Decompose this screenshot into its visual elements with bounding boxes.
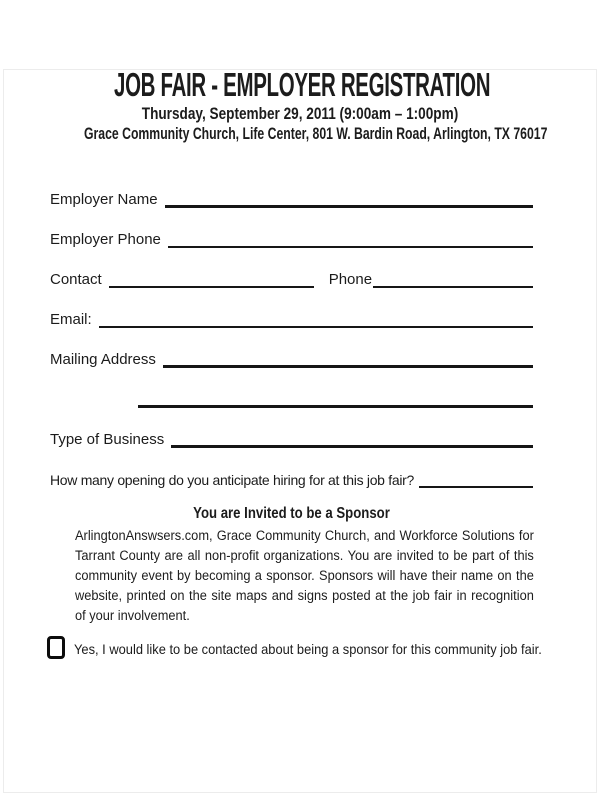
contact-phone-row [50, 264, 533, 288]
employer-phone-label: Employer Phone [50, 231, 161, 248]
mailing-address-continuation-row [50, 384, 533, 408]
contact-label: Contact [50, 271, 102, 288]
sponsor-checkbox[interactable] [47, 636, 65, 659]
registration-form [50, 184, 533, 488]
contact-phone-blank[interactable] [373, 266, 533, 288]
contact-phone-label: Phone [328, 271, 373, 288]
mailing-address-row [50, 344, 533, 368]
type-of-business-row [50, 424, 533, 448]
sponsor-heading: You are Invited to be a Sponsor [193, 505, 390, 522]
email-blank[interactable] [99, 306, 533, 328]
openings-question-row [50, 464, 533, 488]
employer-name-label: Employer Name [50, 191, 158, 208]
mailing-address-label: Mailing Address [50, 351, 156, 368]
employer-name-blank[interactable] [165, 185, 533, 208]
contact-blank[interactable] [109, 266, 314, 288]
event-date-line: Thursday, September 29, 2011 (9:00am – 1:00pm) [141, 104, 459, 123]
event-location-line: Grace Community Church, Life Center, 801 W. Bardin Road, Arlington, TX 76017 [83, 124, 548, 143]
sponsor-section [50, 504, 542, 658]
email-row [50, 304, 533, 328]
type-of-business-blank[interactable] [171, 425, 533, 448]
mailing-address-blank[interactable] [163, 345, 533, 368]
openings-blank[interactable] [419, 466, 533, 488]
document-header [0, 66, 600, 144]
sponsor-checkbox-label: Yes, I would like to be contacted about being a sponsor for this community job fair. [74, 641, 542, 657]
mailing-address-line2-blank[interactable] [138, 385, 533, 408]
sponsor-paragraph: ArlingtonAnswsers.com, Grace Community Church, and Workforce Solutions for Tarrant County are all non-profit organizations. You are invited to be part of this community event by becoming a sponsor. Sponsors will have their name on the website, printed on the site maps and signs posted at the job fair in recognition of your involvement. [75, 528, 534, 623]
page-title: JOB FAIR - EMPLOYER REGISTRATION [114, 66, 491, 103]
employer-name-row [50, 184, 533, 208]
employer-phone-blank[interactable] [168, 226, 533, 248]
employer-phone-row [50, 224, 533, 248]
type-of-business-label: Type of Business [50, 431, 165, 448]
email-label: Email: [50, 311, 92, 328]
openings-question-label: How many opening do you anticipate hiring for at this job fair? [50, 472, 414, 488]
sponsor-contact-option [47, 636, 542, 658]
